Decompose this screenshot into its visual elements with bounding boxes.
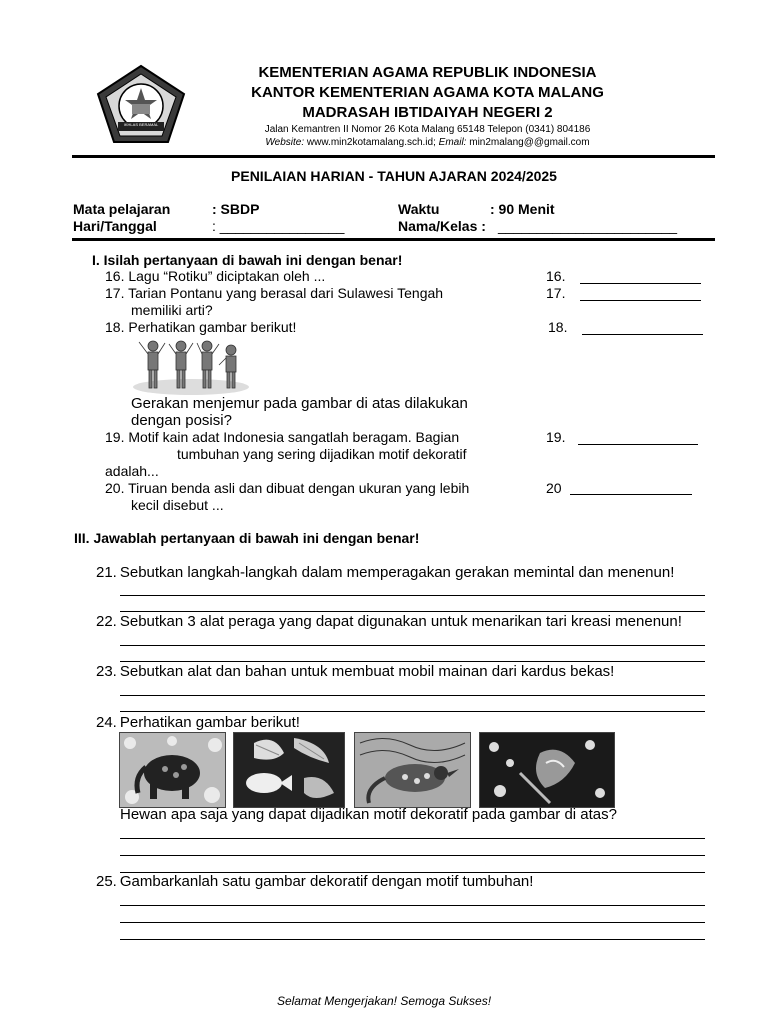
question-25: 25. Gambarkanlah satu gambar dekoratif dengan motif tumbuhan! — [96, 873, 534, 890]
q24-answer-line-1[interactable] — [120, 838, 705, 839]
website-value: www.min2kotamalang.sch.id; — [306, 137, 436, 148]
question-24b: Hewan apa saja yang dapat dijadikan motif dekoratif pada gambar di atas? — [120, 806, 617, 823]
batik-bird-image — [354, 732, 471, 808]
batik-elephant-image — [119, 732, 226, 808]
q25-answer-line-3[interactable] — [120, 939, 705, 940]
email-label: Email: — [438, 137, 467, 148]
q24-answer-line-2[interactable] — [120, 855, 705, 856]
exam-title: PENILAIAN HARIAN - TAHUN AJARAN 2024/2025 — [231, 168, 557, 184]
header-line-1: KEMENTERIAN AGAMA REPUBLIK INDONESIA — [258, 64, 597, 81]
question-24: 24. Perhatikan gambar berikut! — [96, 714, 300, 731]
q20-answer-line[interactable] — [570, 494, 692, 495]
info-divider — [72, 238, 715, 241]
question-16: 16. Lagu “Rotiku” diciptakan oleh ... — [105, 268, 326, 284]
header-divider — [72, 155, 715, 158]
header-line-2: KANTOR KEMENTERIAN AGAMA KOTA MALANG — [251, 84, 604, 101]
q16-answer-line[interactable] — [580, 283, 701, 284]
section1-heading: I. Isilah pertanyaan di bawah ini dengan benar! — [92, 252, 403, 268]
question-17b: memiliki arti? — [131, 302, 213, 318]
question-18: 18. Perhatikan gambar berikut! — [105, 319, 297, 335]
footer-message: Selamat Mengerjakan! Semoga Sukses! — [276, 994, 492, 1008]
waktu-value: : 90 Menit — [490, 201, 555, 217]
question-18c: dengan posisi? — [131, 412, 232, 429]
q23-answer-line-2[interactable] — [120, 711, 705, 712]
q25-answer-line-2[interactable] — [120, 922, 705, 923]
ministry-logo — [96, 64, 186, 144]
question-19a: 19. Motif kain adat Indonesia sangatlah beragam. Bagian — [105, 429, 460, 445]
waktu-label: Waktu — [398, 201, 440, 217]
mapel-label: Mata pelajaran — [73, 201, 171, 217]
header-line-3: MADRASAH IBTIDAIYAH NEGERI 2 — [302, 104, 553, 121]
q18-answer-line[interactable] — [582, 334, 703, 335]
batik-fish-image — [233, 732, 345, 808]
nama-value[interactable]: _______________________ — [498, 218, 678, 234]
q21-answer-line-2[interactable] — [120, 611, 705, 612]
email-value: min2malang@@gmail.com — [469, 137, 590, 148]
header-address: Jalan Kemantren II Nomor 26 Kota Malang 65148 Telepon (0341) 804186 — [264, 124, 591, 135]
question-20b: kecil disebut ... — [131, 497, 224, 513]
q17-number: 17. — [546, 285, 566, 301]
q19-number: 19. — [546, 429, 566, 445]
q20-number: 20 — [546, 480, 562, 496]
hari-label: Hari/Tanggal — [73, 218, 157, 234]
question-21: 21. Sebutkan langkah-langkah dalam memperagakan gerakan memintal dan menenun! — [96, 564, 675, 581]
question-17a: 17. Tarian Pontanu yang berasal dari Sulawesi Tengah — [105, 285, 444, 301]
website-label: Website: — [265, 137, 305, 148]
question-18b: Gerakan menjemur pada gambar di atas dilakukan — [131, 395, 468, 412]
question-22: 22. Sebutkan 3 alat peraga yang dapat digunakan untuk menarikan tari kreasi menenun! — [96, 613, 682, 630]
question-19b: tumbuhan yang sering dijadikan motif dekoratif — [177, 446, 467, 462]
hari-value[interactable]: : ________________ — [212, 218, 345, 234]
q17-answer-line[interactable] — [580, 300, 701, 301]
q19-answer-line[interactable] — [578, 444, 698, 445]
dancers-image — [131, 337, 249, 395]
nama-label: Nama/Kelas : — [398, 218, 486, 234]
logo-text: IKHLAS BERAMAL — [123, 122, 159, 127]
q22-answer-line-2[interactable] — [120, 661, 705, 662]
question-20a: 20. Tiruan benda asli dan dibuat dengan ukuran yang lebih — [105, 480, 470, 496]
q16-number: 16. — [546, 268, 566, 284]
header-contact — [200, 137, 655, 148]
batik-phoenix-image — [479, 732, 615, 808]
mapel-value: : SBDP — [212, 201, 260, 217]
q23-answer-line-1[interactable] — [120, 695, 705, 696]
question-19c: adalah... — [105, 463, 159, 479]
q25-answer-line-1[interactable] — [120, 905, 705, 906]
section3-heading: III. Jawablah pertanyaan di bawah ini dengan benar! — [74, 530, 420, 546]
q21-answer-line-1[interactable] — [120, 595, 705, 596]
question-23: 23. Sebutkan alat dan bahan untuk membuat mobil mainan dari kardus bekas! — [96, 663, 615, 680]
q18-number: 18. — [548, 319, 568, 335]
q22-answer-line-1[interactable] — [120, 645, 705, 646]
